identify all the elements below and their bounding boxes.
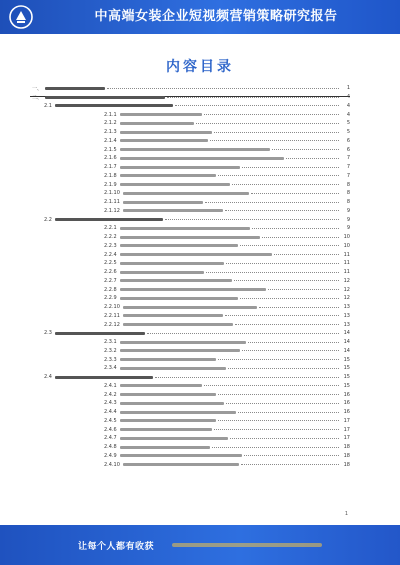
footer-slogan: 让每个人都有收获 xyxy=(77,541,154,552)
toc-dotted-leader xyxy=(205,202,339,203)
toc-entry[interactable] xyxy=(30,303,350,312)
toc-entry[interactable] xyxy=(30,102,350,111)
toc-entry-number: 2.1.3 xyxy=(104,129,117,136)
toc-entry-page: 11 xyxy=(343,260,350,267)
toc-entry-number: 2.2.9 xyxy=(104,295,117,302)
toc-dotted-leader xyxy=(232,184,339,185)
toc-entry-title-illegible xyxy=(123,192,249,195)
toc-entry-page: 18 xyxy=(343,452,350,459)
toc-dotted-leader xyxy=(225,315,339,316)
toc-entry-page: 12 xyxy=(343,295,350,302)
toc-entry-title-illegible xyxy=(120,419,216,422)
toc-dotted-leader xyxy=(167,97,339,98)
toc-entry[interactable] xyxy=(30,408,350,417)
toc-dotted-leader xyxy=(262,237,339,238)
toc-entry-number: 2.2.6 xyxy=(104,269,117,276)
toc-entry-number: 2.2.10 xyxy=(104,304,120,311)
toc-dotted-leader xyxy=(107,88,339,89)
toc-entry[interactable] xyxy=(30,145,350,154)
toc-entry-number: 2.2 xyxy=(44,216,52,223)
footer-tagline-illegible xyxy=(172,541,322,550)
toc-entry-number: 2.2.11 xyxy=(104,312,120,319)
toc-entry[interactable] xyxy=(30,285,350,294)
toc-entry-number: 2.4.3 xyxy=(104,400,117,407)
toc-entry[interactable] xyxy=(30,338,350,347)
toc-entry-number: 2.2.5 xyxy=(104,260,117,267)
table-of-contents xyxy=(30,84,350,469)
toc-dotted-leader xyxy=(175,105,339,106)
toc-entry-page: 11 xyxy=(343,251,350,258)
toc-entry-page: 15 xyxy=(343,356,350,363)
toc-entry-page: 16 xyxy=(343,391,350,398)
toc-entry-number: 2.1.5 xyxy=(104,146,117,153)
toc-dotted-leader xyxy=(206,272,339,273)
toc-entry-title-illegible xyxy=(120,122,194,125)
toc-entry-title-illegible xyxy=(120,174,216,177)
toc-entry[interactable] xyxy=(30,364,350,373)
toc-entry-number: 2.2.7 xyxy=(104,277,117,284)
toc-entry-number: 2.1.10 xyxy=(104,190,120,197)
toc-entry[interactable] xyxy=(30,128,350,137)
toc-entry[interactable] xyxy=(30,355,350,364)
toc-entry-page: 6 xyxy=(346,146,350,153)
toc-entry[interactable] xyxy=(30,390,350,399)
toc-entry[interactable] xyxy=(30,207,350,216)
toc-entry-title-illegible xyxy=(120,157,284,160)
toc-entry-number: 2.4.7 xyxy=(104,435,117,442)
toc-entry-title-illegible xyxy=(120,428,212,431)
toc-entry[interactable] xyxy=(30,224,350,233)
toc-dotted-leader xyxy=(226,263,339,264)
toc-entry[interactable] xyxy=(30,84,350,93)
toc-entry-number: 2.1.2 xyxy=(104,120,117,127)
toc-entry-number: 2.3 xyxy=(44,330,52,337)
toc-entry-title-illegible xyxy=(55,218,163,221)
toc-entry-number: 2.3.4 xyxy=(104,365,117,372)
toc-entry[interactable] xyxy=(30,233,350,242)
toc-entry-page: 7 xyxy=(346,155,350,162)
toc-entry-title-illegible xyxy=(120,271,204,274)
toc-entry-page: 15 xyxy=(343,365,350,372)
toc-dotted-leader xyxy=(210,140,339,141)
toc-dotted-leader xyxy=(155,377,339,378)
toc-entry-title-illegible xyxy=(120,358,216,361)
toc-entry-page: 4 xyxy=(346,111,350,118)
toc-entry[interactable] xyxy=(30,460,350,469)
toc-entry-title-illegible xyxy=(120,446,210,449)
toc-entry-number: 2.1.1 xyxy=(104,111,117,118)
toc-entry[interactable] xyxy=(30,250,350,259)
toc-entry-title-illegible xyxy=(120,236,260,239)
logo-icon xyxy=(8,4,34,30)
toc-dotted-leader xyxy=(259,307,339,308)
toc-entry[interactable] xyxy=(30,172,350,181)
toc-entry-number: 2.1.6 xyxy=(104,155,117,162)
toc-dotted-leader xyxy=(241,464,339,465)
toc-dotted-leader xyxy=(218,420,339,421)
toc-entry-title-illegible xyxy=(120,349,240,352)
toc-entry-title-illegible xyxy=(120,244,238,247)
toc-entry[interactable] xyxy=(30,119,350,128)
toc-entry[interactable] xyxy=(30,110,350,119)
toc-dotted-leader xyxy=(244,455,339,456)
toc-entry[interactable] xyxy=(30,93,350,102)
toc-entry-page: 11 xyxy=(343,269,350,276)
toc-entry-number: 2.1.9 xyxy=(104,181,117,188)
toc-entry-page: 12 xyxy=(343,277,350,284)
toc-entry[interactable] xyxy=(30,373,350,382)
toc-dotted-leader xyxy=(286,158,339,159)
toc-dotted-leader xyxy=(218,359,339,360)
toc-entry-page: 13 xyxy=(343,321,350,328)
toc-entry-title-illegible xyxy=(120,393,216,396)
toc-dotted-leader xyxy=(218,394,339,395)
toc-entry-page: 17 xyxy=(343,426,350,433)
toc-entry[interactable] xyxy=(30,137,350,146)
toc-entry-page: 14 xyxy=(343,339,350,346)
toc-entry-number: 2.4.4 xyxy=(104,409,117,416)
toc-entry-page: 9 xyxy=(346,216,350,223)
toc-entry-page: 8 xyxy=(346,181,350,188)
toc-entry[interactable] xyxy=(30,320,350,329)
toc-entry-page: 15 xyxy=(343,374,350,381)
toc-entry-title-illegible xyxy=(45,87,105,90)
toc-entry-title-illegible xyxy=(120,297,238,300)
toc-dotted-leader xyxy=(234,280,339,281)
toc-heading: 内容目录 xyxy=(166,59,234,75)
toc-entry-page: 7 xyxy=(346,172,350,179)
toc-dotted-leader xyxy=(248,342,339,343)
toc-entry-page: 10 xyxy=(343,242,350,249)
toc-dotted-leader xyxy=(214,429,339,430)
toc-entry-number: 2.3.1 xyxy=(104,339,117,346)
footer-tagline-blur xyxy=(172,542,322,548)
toc-entry-title-illegible xyxy=(123,201,203,204)
toc-dotted-leader xyxy=(240,298,339,299)
toc-entry-title-illegible xyxy=(120,253,272,256)
toc-dotted-leader xyxy=(228,368,339,369)
toc-entry-number: 2.1.12 xyxy=(104,207,120,214)
toc-entry[interactable] xyxy=(30,259,350,268)
toc-entry-title-illegible xyxy=(120,341,246,344)
toc-entry-number: 2.1.4 xyxy=(104,137,117,144)
toc-entry[interactable] xyxy=(30,242,350,251)
toc-entry[interactable] xyxy=(30,163,350,172)
toc-entry-page: 16 xyxy=(343,400,350,407)
toc-entry-number: 2.2.3 xyxy=(104,242,117,249)
toc-entry[interactable] xyxy=(30,312,350,321)
toc-entry-page: 14 xyxy=(343,330,350,337)
toc-entry-title-illegible xyxy=(123,209,223,212)
toc-entry-title-illegible xyxy=(120,131,212,134)
toc-entry[interactable] xyxy=(30,277,350,286)
toc-entry-number: 2.4.1 xyxy=(104,382,117,389)
toc-entry[interactable] xyxy=(30,399,350,408)
toc-entry[interactable] xyxy=(30,180,350,189)
toc-entry-title-illegible xyxy=(123,306,257,309)
toc-entry-number: 2.4.2 xyxy=(104,391,117,398)
toc-entry-title-illegible xyxy=(120,166,240,169)
toc-dotted-leader xyxy=(204,385,339,386)
toc-entry[interactable] xyxy=(30,443,350,452)
toc-entry-page: 5 xyxy=(346,129,350,136)
toc-entry[interactable] xyxy=(30,189,350,198)
toc-dotted-leader xyxy=(240,245,339,246)
toc-dotted-leader xyxy=(235,324,339,325)
toc-dotted-leader xyxy=(147,333,339,334)
toc-entry[interactable] xyxy=(30,329,350,338)
toc-entry-page: 15 xyxy=(343,382,350,389)
toc-entry-title-illegible xyxy=(120,454,242,457)
toc-entry-title-illegible xyxy=(55,332,145,335)
toc-entry-page: 16 xyxy=(343,409,350,416)
toc-entry-title-illegible xyxy=(120,437,228,440)
toc-entry-number: 2.3.3 xyxy=(104,356,117,363)
toc-entry-number: 2.1.11 xyxy=(104,199,120,206)
toc-entry-number: 2.2.4 xyxy=(104,251,117,258)
toc-entry[interactable] xyxy=(30,417,350,426)
toc-entry-title-illegible xyxy=(120,262,224,265)
toc-entry-page: 9 xyxy=(346,207,350,214)
toc-dotted-leader xyxy=(272,149,339,150)
toc-entry-page: 14 xyxy=(343,347,350,354)
toc-entry-number: 2.4.10 xyxy=(104,461,120,468)
toc-entry-title-illegible xyxy=(120,288,266,291)
toc-entry-title-illegible xyxy=(120,411,236,414)
toc-entry-number: 二、 xyxy=(32,94,43,101)
toc-entry-page: 4 xyxy=(346,102,350,109)
toc-entry[interactable] xyxy=(30,268,350,277)
toc-entry-number: 2.3.2 xyxy=(104,347,117,354)
toc-entry-title-illegible xyxy=(120,183,230,186)
toc-entry[interactable] xyxy=(30,434,350,443)
toc-entry-title-illegible xyxy=(120,402,224,405)
toc-entry-page: 5 xyxy=(346,120,350,127)
toc-entry-number: 2.1.7 xyxy=(104,164,117,171)
toc-entry-page: 13 xyxy=(343,312,350,319)
toc-entry-number: 2.2.8 xyxy=(104,286,117,293)
report-title: 中高端女装企业短视频营销策略研究报告 xyxy=(94,9,338,24)
toc-entry-number: 2.2.12 xyxy=(104,321,120,328)
toc-entry[interactable] xyxy=(30,294,350,303)
toc-dotted-leader xyxy=(238,412,339,413)
toc-entry-number: 2.1 xyxy=(44,102,52,109)
toc-entry-number: 2.4 xyxy=(44,374,52,381)
toc-dotted-leader xyxy=(226,403,339,404)
toc-dotted-leader xyxy=(204,114,339,115)
toc-dotted-leader xyxy=(225,210,339,211)
toc-entry-number: 2.4.6 xyxy=(104,426,117,433)
toc-entry-page: 13 xyxy=(343,304,350,311)
toc-entry-page: 9 xyxy=(346,225,350,232)
toc-entry-page: 8 xyxy=(346,199,350,206)
toc-entry-page: 4 xyxy=(346,94,350,101)
toc-entry-page: 10 xyxy=(343,234,350,241)
toc-entry-page: 6 xyxy=(346,137,350,144)
toc-entry-number: 2.4.5 xyxy=(104,417,117,424)
toc-dotted-leader xyxy=(252,228,339,229)
header-banner xyxy=(0,0,400,34)
toc-entry-page: 1 xyxy=(346,85,350,92)
toc-entry-title-illegible xyxy=(55,104,173,107)
toc-entry[interactable] xyxy=(30,215,350,224)
toc-dotted-leader xyxy=(214,132,339,133)
toc-entry-title-illegible xyxy=(120,113,202,116)
toc-entry-title-illegible xyxy=(120,148,270,151)
toc-entry-page: 18 xyxy=(343,444,350,451)
page-number: 1 xyxy=(344,511,348,517)
toc-entry-number: 2.4.9 xyxy=(104,452,117,459)
toc-dotted-leader xyxy=(212,447,339,448)
toc-entry[interactable] xyxy=(30,382,350,391)
toc-entry[interactable] xyxy=(30,425,350,434)
toc-dotted-leader xyxy=(268,289,339,290)
toc-entry-title-illegible xyxy=(123,314,223,317)
toc-entry-title-illegible xyxy=(120,384,202,387)
toc-dotted-leader xyxy=(196,123,339,124)
footer-banner xyxy=(0,525,400,565)
toc-entry-title-illegible xyxy=(120,139,208,142)
toc-entry[interactable] xyxy=(30,154,350,163)
toc-dotted-leader xyxy=(165,219,339,220)
toc-entry-number: 2.2.1 xyxy=(104,225,117,232)
toc-entry-title-illegible xyxy=(45,96,165,99)
toc-entry-title-illegible xyxy=(123,323,233,326)
toc-entry-page: 12 xyxy=(343,286,350,293)
toc-entry-title-illegible xyxy=(55,376,153,379)
toc-dotted-leader xyxy=(274,254,339,255)
toc-dotted-leader xyxy=(218,175,339,176)
toc-entry-page: 18 xyxy=(343,461,350,468)
toc-entry-page: 17 xyxy=(343,435,350,442)
toc-dotted-leader xyxy=(230,438,339,439)
toc-dotted-leader xyxy=(251,193,339,194)
toc-entry-title-illegible xyxy=(123,463,239,466)
toc-entry-number: 2.1.8 xyxy=(104,172,117,179)
toc-entry-number: 2.4.8 xyxy=(104,444,117,451)
toc-entry[interactable] xyxy=(30,452,350,461)
toc-entry-page: 7 xyxy=(346,164,350,171)
toc-dotted-leader xyxy=(242,350,339,351)
toc-entry-title-illegible xyxy=(120,227,250,230)
toc-entry-title-illegible xyxy=(120,367,226,370)
toc-entry[interactable] xyxy=(30,198,350,207)
toc-entry-number: 一、 xyxy=(32,85,43,92)
toc-entry[interactable] xyxy=(30,347,350,356)
toc-dotted-leader xyxy=(242,167,339,168)
toc-entry-page: 17 xyxy=(343,417,350,424)
toc-entry-page: 8 xyxy=(346,190,350,197)
toc-entry-number: 2.2.2 xyxy=(104,234,117,241)
toc-entry-title-illegible xyxy=(120,279,232,282)
